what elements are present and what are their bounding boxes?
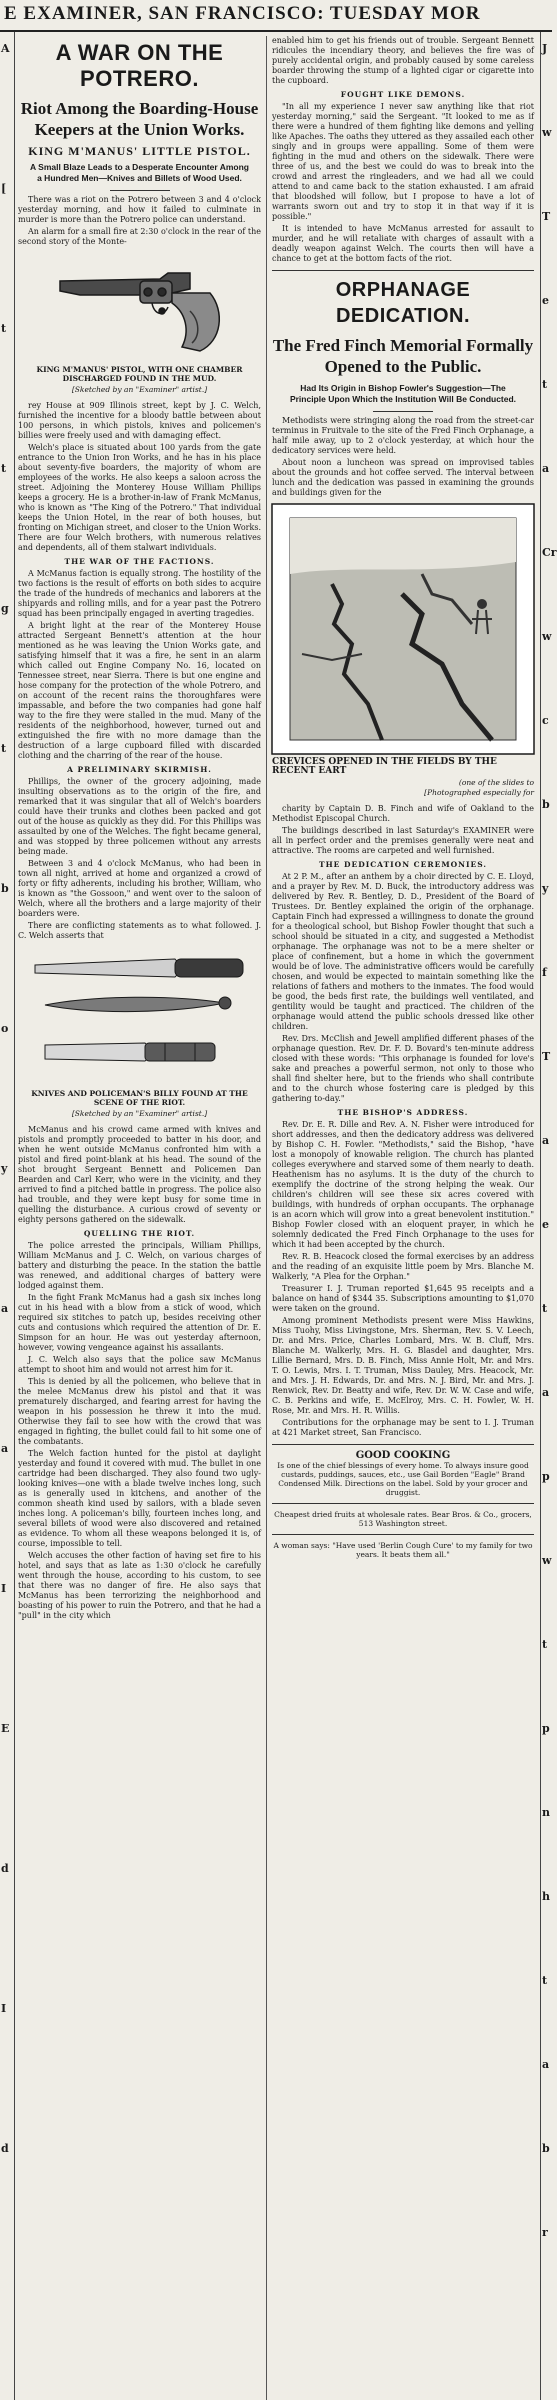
- kicker-riot: KING M'MANUS' LITTLE PISTOL.: [28, 144, 251, 158]
- column-fragment-letter: a: [1, 1302, 9, 1315]
- paragraph: Welch's place is situated about 100 yards from the gate entrance to the Union Iron Works, and he has in his place about seventy-five boarders, the majority of whom are employees of the works. He also keeps a saloon across the street. Adjoining the Monterey House William Phillips keeps a grocery. He is a brother-in-law of Frank McManus, who is known as "The King of the Potrero." That individual keeps the Union Hotel, in the rear of both houses, but fronting on Michigan street, and closer to the Union Works. There are four Welch brothers, with numerous relatives and dependents, all of them stalwart individuals.: [18, 443, 261, 552]
- column-fragment-letter: o: [1, 1022, 9, 1035]
- paragraph: charity by Captain D. B. Finch and wife of Oakland to the Methodist Episcopal Church.: [272, 804, 534, 823]
- paragraph: J. C. Welch also says that the police saw McManus attempt to shoot him and would not arrest him for it.: [18, 1355, 261, 1374]
- paragraph: In the fight Frank McManus had a gash six inches long cut in his head with a blow from a stick of wood, which required six stitches to patch up, besides receiving other cuts and contusions which required the attention of Dr. E. Simpson for an hour. He was out yesterday afternoon, however, vowing vengeance against his assailants.: [18, 1293, 261, 1352]
- deck-riot: A Small Blaze Leads to a Desperate Encounter Among a Hundred Men—Knives and Billets of Wood Used.: [29, 162, 249, 183]
- column-fragment-letter: Cr: [542, 546, 557, 559]
- knives-credit: [Sketched by an "Examiner" artist.]: [71, 1109, 208, 1118]
- column-fragment-letter: p: [542, 1470, 550, 1483]
- column-fragment-letter: t: [1, 742, 7, 755]
- column-fragment-letter: T: [542, 210, 551, 223]
- paragraph: The buildings described in last Saturday's EXAMINER were all in perfect order and the premises generally were neat and attractive. The rooms are carpeted and well furnished.: [272, 826, 534, 855]
- masthead: [0, 0, 552, 32]
- headline-orphanage: ORPHANAGE DEDICATION.: [335, 279, 471, 327]
- paragraph: A McManus faction is equally strong. The hostility of the two factions is the result of efforts on both sides to acquire the trade of the hundreds of mechanics and laborers at the shipyards and rolling mills, and for a year past the Potrero squad has been principally engaged in averting tragedies.: [18, 569, 261, 618]
- column-fragment-letter: e: [542, 1218, 549, 1231]
- paragraph: About noon a luncheon was spread on improvised tables about the grounds and hot coffee served. The interval between lunch and the dedication was passed in examining the grounds and buildings given for the: [272, 458, 534, 497]
- right-column-fragment: [540, 32, 557, 2400]
- riot-paras-e: [18, 1125, 261, 1225]
- riot-paras-c: [18, 569, 261, 761]
- divider: [272, 1503, 534, 1504]
- deck-orphanage: Had Its Origin in Bishop Fowler's Suggestion—The Principle Upon Which the Institution Will Be Conducted.: [289, 383, 517, 404]
- column-fragment-letter: a: [542, 1386, 550, 1399]
- paragraph: Welch accuses the other faction of having set fire to his hotel, and says that as late as 1:30 o'clock he carefully went through the house, according to his custom, to see that there was no danger of fire. He also says that McManus has been terrorizing the neighborhood and boasting of his power to ruin the Potrero, and that he had a "pull" in the city which: [18, 1551, 261, 1620]
- column-fragment-letter: f: [542, 966, 547, 979]
- column-fragment-letter: n: [542, 1806, 550, 1819]
- column-fragment-letter: t: [1, 462, 7, 475]
- column-fragment-letter: t: [542, 1974, 548, 1987]
- column-fragment-letter: t: [542, 1638, 548, 1651]
- riot-paras-f: [18, 1241, 261, 1621]
- column-fragment-letter: h: [542, 1890, 550, 1903]
- column-fragment-letter: I: [1, 2002, 7, 2015]
- headline-riot: A WAR ON THE POTRERO.: [55, 40, 224, 91]
- paragraph: An alarm for a small fire at 2:30 o'clock in the rear of the second story of the Monte-: [18, 227, 261, 246]
- paragraph: Contributions for the orphanage may be sent to I. J. Truman at 421 Market street, San Francisco.: [272, 1418, 534, 1437]
- orphanage-paras-d: [272, 1120, 534, 1438]
- paragraph: There was a riot on the Potrero between 3 and 4 o'clock yesterday morning, and how it failed to culminate in murder is more than the Potrero police can understand.: [18, 195, 261, 224]
- ad-good-cooking: [272, 1451, 534, 1497]
- ad-dried-fruits: Cheapest dried fruits at wholesale rates. Bear Bros. & Co., grocers, 513 Washington street.: [274, 1510, 532, 1528]
- paragraph: Rev. Dr. E. R. Dille and Rev. A. N. Fisher were introduced for short addresses, and then the dedicatory address was delivered by Bishop C. H. Fowler. "Methodists," said the Bishop, "have lost a monopoly of knowable religion. The church has planted colleges everywhere and starved some of them nearly to death. Heathenism has no asylums. It is the duty of the church to exemplify the doctrine of the strong helping the weak. Our children's children will see these six acres covered with buildings, with hundreds of orphan occupants. The orphanage is an acorn which will grow into a great benevolent institution." Bishop Fowler closed with an eloquent prayer, in which he solemnly dedicated the Fred Finch Orphanage to the uses for which it had been accepted by the church.: [272, 1120, 534, 1249]
- divider: [272, 270, 534, 271]
- pistol-illustration: [40, 251, 240, 361]
- section-heading: FOUGHT LIKE DEMONS.: [340, 90, 466, 99]
- column-fragment-letter: w: [542, 126, 552, 139]
- subhead-orphanage: The Fred Finch Memorial Formally Opened to the Public.: [272, 336, 534, 376]
- paragraph: "In all my experience I never saw anything like that riot yesterday morning," said the Sergeant. "It looked to me as if there were a hundred of them fighting like demons and yelling like Apaches. The oaths they uttered as they assailed each other singly and in groups were appalling. Some of them were fighting in the mud and others on the sidewalk. There were three of us, and the best we could do was to break into the crowd and arrest the ringleaders, and we had all we could attend to and came back to the station exhausted. I am afraid that bloodshed will follow, but I propose to have a lot of warrants sworn out and try to stop it in that way if it is possible.": [272, 102, 534, 221]
- left-column-fragment: [0, 32, 15, 2400]
- column-fragment-letter: J: [542, 42, 548, 55]
- column-fragment-letter: d: [1, 1862, 9, 1875]
- riot-continued: [272, 36, 534, 86]
- paragraph: Among prominent Methodists present were Miss Hawkins, Miss Tuohy, Miss Livingstone, Mrs. Sherman, Rev. S. V. Leech, Dr. and Mrs. Price, Charles Lombard, Mrs. W. B. Cluff, Mrs. Blanche M. Walkerly, Mrs. H. G. Blasdel and daughter, Mrs. Lillie Bernard, Mrs. D. B. Finch, Miss Annie Holt, Mr. and Mrs. T. O. Lewis, Mrs. I. T. Truman, Miss Dauley, Mrs. Heacock, Mr. and Mrs. J. H. Edwards, Dr. and Mrs. N. J. Bird, Mr. and Mrs. J. Renwick, Rev. Dr. Beatty and wife, Rev. Dr. W. W. Case and wife, C. B. Perkins and wife, E. McElroy, Mrs. C. H. Fowler, W. H. Rose, Mr. and Mrs. H. R. Willis.: [272, 1316, 534, 1415]
- column-fragment-letter: g: [1, 602, 9, 615]
- column-fragment-letter: b: [542, 798, 550, 811]
- paragraph: enabled him to get his friends out of trouble. Sergeant Bennett ridicules the incendiary theory, and believes the fire was of purely accidental origin, and probably caused by some careless boarder throwing the stump of a lighted cigar or cigarette into the cupboard.: [272, 36, 534, 85]
- column-fragment-letter: A: [1, 42, 10, 55]
- column-fragment-letter: a: [542, 1134, 550, 1147]
- subhead-riot: Riot Among the Boarding-House Keepers at the Union Works.: [20, 99, 259, 139]
- photo-note: (one of the slides to: [458, 778, 534, 787]
- ad-cough-cure: A woman says: "Have used 'Berlin Cough Cure' to my family for two years. It beats them all.": [273, 1541, 533, 1559]
- paragraph: Phillips, the owner of the grocery adjoining, made insulting observations as to the origin of the fire, and remarked that it was singular that all of Welch's boarders could have their trunks and clothes been packed and got out of the house as quickly as they did. For this Phillips was assaulted by one of the Welches. The fight became general, and was stopped by three policemen without any arrests being made.: [18, 777, 261, 856]
- knives-illustration: [25, 945, 255, 1085]
- column-fragment-letter: w: [542, 1554, 552, 1567]
- column-fragment-letter: T: [542, 1050, 551, 1063]
- paragraph: It is intended to have McManus arrested for assault to murder, and he will retaliate with charges of assault with a deadly weapon against Welch. The courts then will have a chance to get at the bottom facts of the riot.: [272, 224, 534, 263]
- column-fragment-letter: I: [1, 1582, 7, 1595]
- ad-title: GOOD COOKING: [355, 1450, 451, 1461]
- paragraph: McManus and his crowd came armed with knives and pistols and promptly proceeded to batter in his door, and when he went outside McManus confronted him with a pistol and fired point-blank at his head. The sound of the shot brought Sergeant Bennett and Policemen Dan Bearden and Carl Kerr, who were in the vicinity, and they arrived to find a pitched battle in progress. The police also had trouble, and they were kept busy for some time in quelling the disturbance. A curious crowd of seventy or eighty persons gathered on the sidewalk.: [18, 1125, 261, 1224]
- riot-paras-h: [272, 102, 534, 264]
- knives-caption: KNIVES AND POLICEMAN'S BILLY FOUND AT THE SCENE OF THE RIOT.: [31, 1089, 248, 1107]
- article-riot: [18, 36, 261, 2400]
- column-fragment-letter: y: [542, 882, 549, 895]
- column-fragment-letter: a: [1, 1442, 9, 1455]
- divider: [272, 1534, 534, 1535]
- column-fragment-letter: e: [542, 294, 549, 307]
- paragraph: Between 3 and 4 o'clock McManus, who had been in town all night, arrived at home and organized a crowd of forty or fifty adherents, including his brother, William, who is known as "the Gossoon," and went over to the saloon of Welch, where all the brothers and a large majority of their boarders were.: [18, 859, 261, 918]
- paragraph: Rev. R. B. Heacock closed the formal exercises by an address and the reading of an exquisite little poem by Mrs. Blanche M. Walkerly, "A Plea for the Orphan.": [272, 1252, 534, 1281]
- divider: [373, 411, 433, 412]
- paragraph: This is denied by all the policemen, who believe that in the melee McManus drew his pistol and that it was prematurely discharged, and fearing arrest for having the weapon in his possession he threw it into the mud. Otherwise they fail to see how with the crowd that was engaged in fighting, the bullet could fail to hit some one of the combatants.: [18, 1377, 261, 1446]
- column-fragment-letter: a: [542, 2058, 550, 2071]
- pistol-credit: [Sketched by an "Examiner" artist.]: [71, 385, 208, 394]
- paragraph: There are conflicting statements as to what followed. J. C. Welch asserts that: [18, 921, 261, 940]
- divider: [272, 1444, 534, 1445]
- column-fragment-letter: y: [1, 1162, 8, 1175]
- photo-caption: CREVICES OPENED IN THE FIELDS BY THE RECENT EART: [272, 757, 497, 776]
- riot-paras-a: [18, 195, 261, 247]
- column-fragment-letter: p: [542, 1722, 550, 1735]
- paragraph: Treasurer I. J. Truman reported $1,645 95 receipts and a balance on hand of $344 35. Subscriptions amounting to $1,070 were taken on the ground.: [272, 1284, 534, 1313]
- column-rule: [266, 36, 267, 2400]
- riot-paras-d: [18, 777, 261, 941]
- orphanage-paras-b: [272, 804, 534, 856]
- paragraph: Methodists were stringing along the road from the street-car terminus in Fruitvale to the site of the Fred Finch Orphanage, a half mile away, up to 2 o'clock yesterday, at which hour the dedicatory services were held.: [272, 416, 534, 455]
- photo-credit: [Photographed especially for: [424, 788, 534, 797]
- column-fragment-letter: b: [542, 2142, 550, 2155]
- ad-text: Is one of the chief blessings of every home. To always insure good custards, puddings, sauces, etc., use Gail Borden "Eagle" Brand Condensed Milk. Directions on the label. Sold by your grocer and druggist.: [277, 1461, 529, 1497]
- pistol-caption: KING M'MANUS' PISTOL, WITH ONE CHAMBER DISCHARGED FOUND IN THE MUD.: [36, 365, 243, 383]
- paragraph: Rev. Drs. McClish and Jewell amplified different phases of the orphanage question. Rev. Dr. F. D. Bovard's ten-minute address closed with these words: "This orphanage is founded for love's sake and preaches a powerful sermon, not only to those who shall find shelter here, but to the friends who shall contribute and to the church whose fostering care is pledged by this gathering to-day.": [272, 1034, 534, 1103]
- column-fragment-letter: b: [1, 882, 9, 895]
- column-fragment-letter: r: [542, 2226, 548, 2239]
- column-fragment-letter: w: [542, 630, 552, 643]
- paragraph: A bright light at the rear of the Monterey House attracted Sergeant Bennett's attention at the hour mentioned as he was leaving the Union Works gate, and satisfying himself that it was a fire, he sent in an alarm which called out Engine Company No. 16, located on Tennessee street, near Sierra. There is but one engine and hose company for the protection of the whole Potrero, and on account of the recent rains the thoroughfares were impassable, and before the two companies had gone half way to the fire they were stalled in the mud. Many of the residents of the neighborhood, however, turned out and extinguished the fire with no more damage than the destruction of a large cupboard filled with discarded clothing and the charring of the rear of the house.: [18, 621, 261, 760]
- column-fragment-letter: a: [542, 462, 550, 475]
- paragraph: The Welch faction hunted for the pistol at daylight yesterday and found it covered with mud. The bullet in one cartridge had been discharged. They also found two ugly-looking knives—one with a blade twelve inches long, such as is generally used in kitchens, and another of the common sheath kind used by sailors, with a blade seven inches long. A policeman's billy, fourteen inches long, and several billets of wood were also discovered and retained as evidence. To whom all these weapons belonged it is, of course, impossible to tell.: [18, 1449, 261, 1548]
- paragraph: rey House at 909 Illinois street, kept by J. C. Welch, furnished the incentive for a bloody battle between about 100 persons, in which pistols, knives and policemen's billies were freely used and with damaging effect.: [18, 401, 261, 440]
- paragraph: At 2 P. M., after an anthem by a choir directed by C. E. Lloyd, and a prayer by Rev. M. D. Buck, the introductory address was delivered by Rev. R. Bentley, D. D., President of the Board of Trustees. Dr. Bentley explained the origin of the orphanage. Captain Finch had expressed a willingness to donate the ground for a theological school, but Bishop Fowler thought that such a school should be situated in a city, and suggested a Methodist orphanage. The orphanage was not to be a mere shelter or place of confinement, but a home in which the government would be of love. The administrative officers would be carefully chosen, and would be expected to maintain something like the relations of fathers and mothers to the inmates. The food would be good, the beds first rate, the buildings well ventilated, and gentility would be taught and practiced. The children of the orphanage would attend the public schools dressed like other children.: [272, 872, 534, 1031]
- section-heading: QUELLING THE RIOT.: [83, 1229, 196, 1238]
- paragraph: The police arrested the principals, William Phillips, William McManus and J. C. Welch, on various charges of battery and disturbing the peace. In the station the battle was renewed, and additional charges of battery were lodged against them.: [18, 1241, 261, 1290]
- column-two: [272, 36, 534, 2400]
- section-heading: THE BISHOP'S ADDRESS.: [337, 1108, 469, 1117]
- section-heading: A PRELIMINARY SKIRMISH.: [67, 765, 212, 774]
- divider: [110, 190, 170, 191]
- riot-paras-b: [18, 401, 261, 553]
- column-fragment-letter: [: [1, 182, 7, 195]
- section-heading: THE WAR OF THE FACTIONS.: [64, 557, 215, 566]
- orphanage-paras-c: [272, 872, 534, 1104]
- column-fragment-letter: E: [1, 1722, 10, 1735]
- column-fragment-letter: c: [542, 714, 549, 727]
- column-fragment-letter: t: [1, 322, 7, 335]
- section-heading: THE DEDICATION CEREMONIES.: [318, 860, 487, 869]
- masthead-title: E EXAMINER, SAN FRANCISCO: TUESDAY MOR: [4, 3, 481, 24]
- earthquake-photo: [272, 504, 534, 754]
- column-fragment-letter: d: [1, 2142, 9, 2155]
- column-fragment-letter: t: [542, 1302, 548, 1315]
- column-fragment-letter: t: [542, 378, 548, 391]
- orphanage-paras-a: [272, 416, 534, 498]
